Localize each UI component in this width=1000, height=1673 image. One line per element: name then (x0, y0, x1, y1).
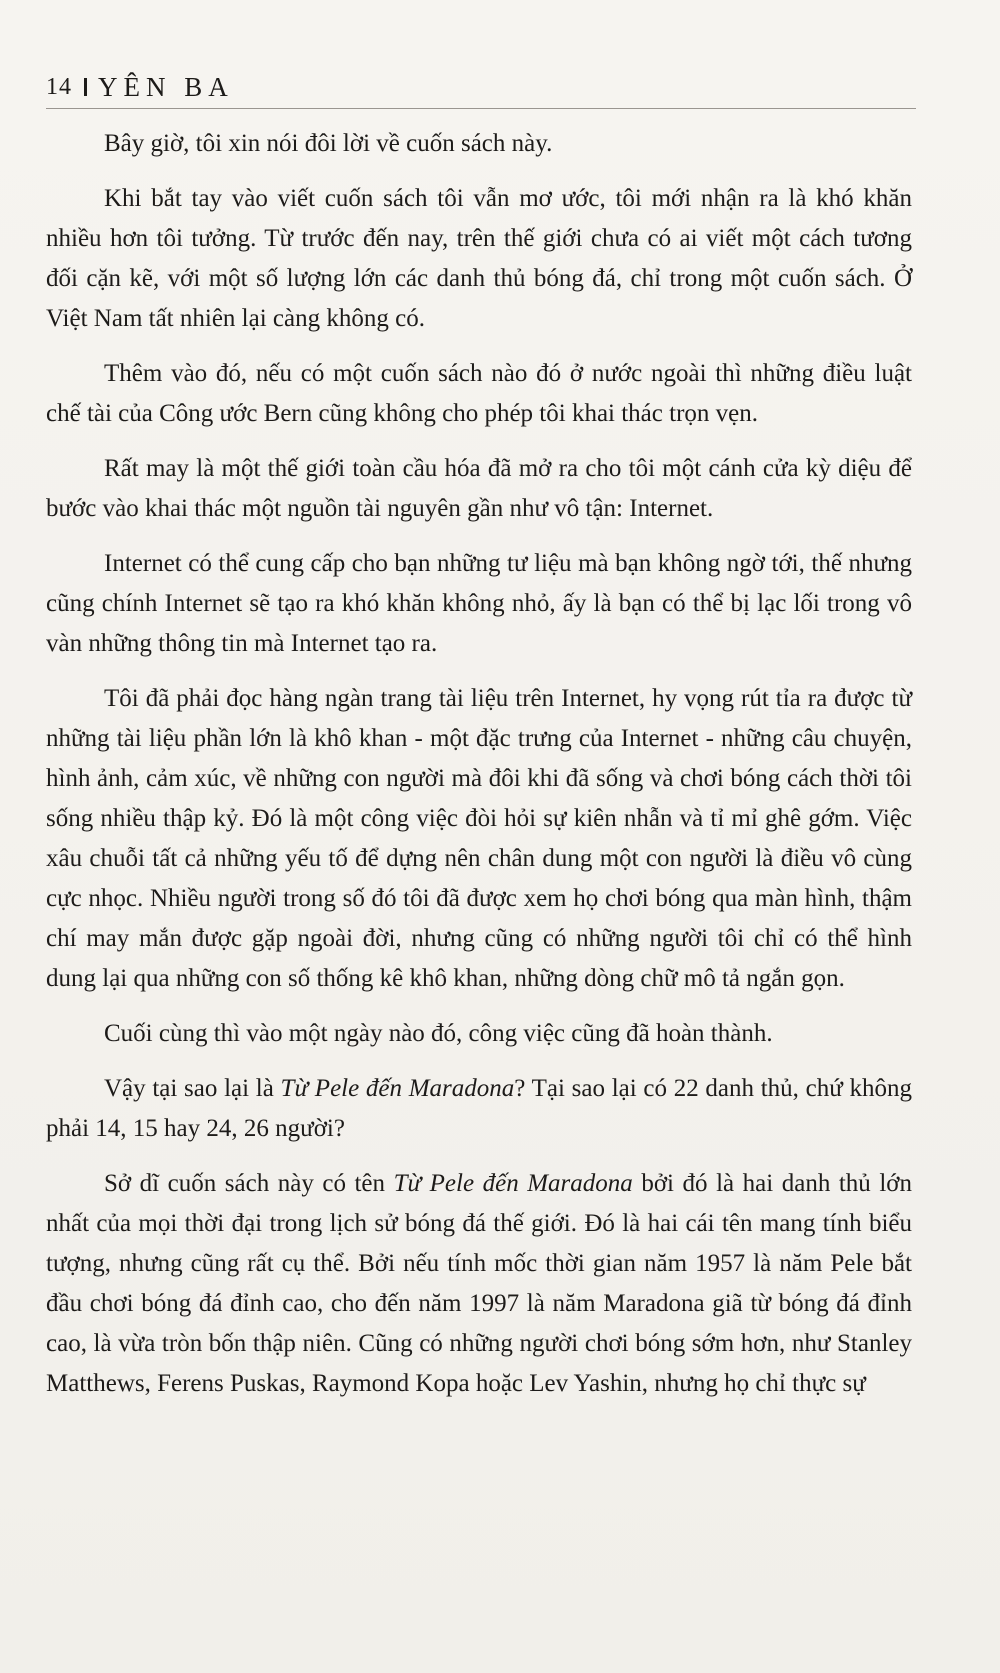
paragraph-2: Khi bắt tay vào viết cuốn sách tôi vẫn mơ ước, tôi mới nhận ra là khó khăn nhiều hơn tôi tưởng. Từ trước đến nay, trên thế giới chưa có ai viết một cách tương đối cặn kẽ, với một số lượng lớn các danh thủ bóng đá, chỉ trong một cuốn sách. Ở Việt Nam tất nhiên lại càng không có. (46, 185, 912, 332)
paragraph-9-lead: Sở dĩ cuốn sách này có tên (104, 1170, 394, 1197)
body-text (46, 124, 912, 1419)
paragraph-7: Cuối cùng thì vào một ngày nào đó, công việc cũng đã hoàn thành. (104, 1020, 773, 1047)
page-number: 14 (46, 74, 72, 100)
author-name: YÊN BA (98, 72, 234, 102)
paragraph-1: Bây giờ, tôi xin nói đôi lời về cuốn sách này. (104, 130, 553, 157)
paragraph-8 (46, 1069, 912, 1149)
paragraph-8-lead: Vậy tại sao lại là (104, 1075, 281, 1102)
paragraph-4: Rất may là một thế giới toàn cầu hóa đã mở ra cho tôi một cánh cửa kỳ diệu để bước vào khai thác một nguồn tài nguyên gần như vô tận: Internet. (46, 455, 912, 522)
paragraph-3: Thêm vào đó, nếu có một cuốn sách nào đó ở nước ngoài thì những điều luật chế tài của Công ước Bern cũng không cho phép tôi khai thác trọn vẹn. (46, 360, 912, 427)
paragraph-9 (46, 1164, 912, 1404)
header-separator (84, 78, 87, 96)
paragraph-9-rest: bởi đó là hai danh thủ lớn nhất của mọi thời đại trong lịch sử bóng đá thế giới. Đó là hai cái tên mang tính biểu tượng, nhưng cũng rất cụ thể. Bởi nếu tính mốc thời gian năm 1957 là năm Pele bắt đầu chơi bóng đá đỉnh cao, cho đến năm 1997 là năm Maradona giã từ bóng đá đỉnh cao, là vừa tròn bốn thập niên. Cũng có những người chơi bóng sớm hơn, như Stanley Matthews, Ferens Puskas, Raymond Kopa hoặc Lev Yashin, nhưng họ chỉ thực sự (46, 1170, 912, 1397)
running-head (46, 74, 916, 109)
book-title-italic: Từ Pele đến Maradona (393, 1170, 633, 1197)
paragraph-6: Tôi đã phải đọc hàng ngàn trang tài liệu trên Internet, hy vọng rút tỉa ra được từ những tài liệu phần lớn là khô khan - một đặc trưng của Internet - những câu chuyện, hình ảnh, cảm xúc, về những con người mà đôi khi đã sống và chơi bóng cách thời tôi sống nhiều thập kỷ. Đó là một công việc đòi hỏi sự kiên nhẫn và tỉ mỉ ghê gớm. Việc xâu chuỗi tất cả những yếu tố để dựng nên chân dung một con người là điều vô cùng cực nhọc. Nhiều người trong số đó tôi đã được xem họ chơi bóng qua màn hình, thậm chí may mắn được gặp ngoài đời, nhưng cũng có những người tôi chỉ có thể hình dung lại qua những con số thống kê khô khan, những dòng chữ mô tả ngắn gọn. (46, 685, 912, 992)
paragraph-5: Internet có thể cung cấp cho bạn những tư liệu mà bạn không ngờ tới, thế nhưng cũng chính Internet sẽ tạo ra khó khăn không nhỏ, ấy là bạn có thể bị lạc lối trong vô vàn những thông tin mà Internet tạo ra. (46, 550, 912, 657)
paragraph-8-rest: ? Tại sao lại có 22 danh thủ, chứ không phải 14, 15 hay 24, 26 người? (46, 1075, 912, 1142)
book-title-italic: Từ Pele đến Maradona (280, 1075, 515, 1102)
